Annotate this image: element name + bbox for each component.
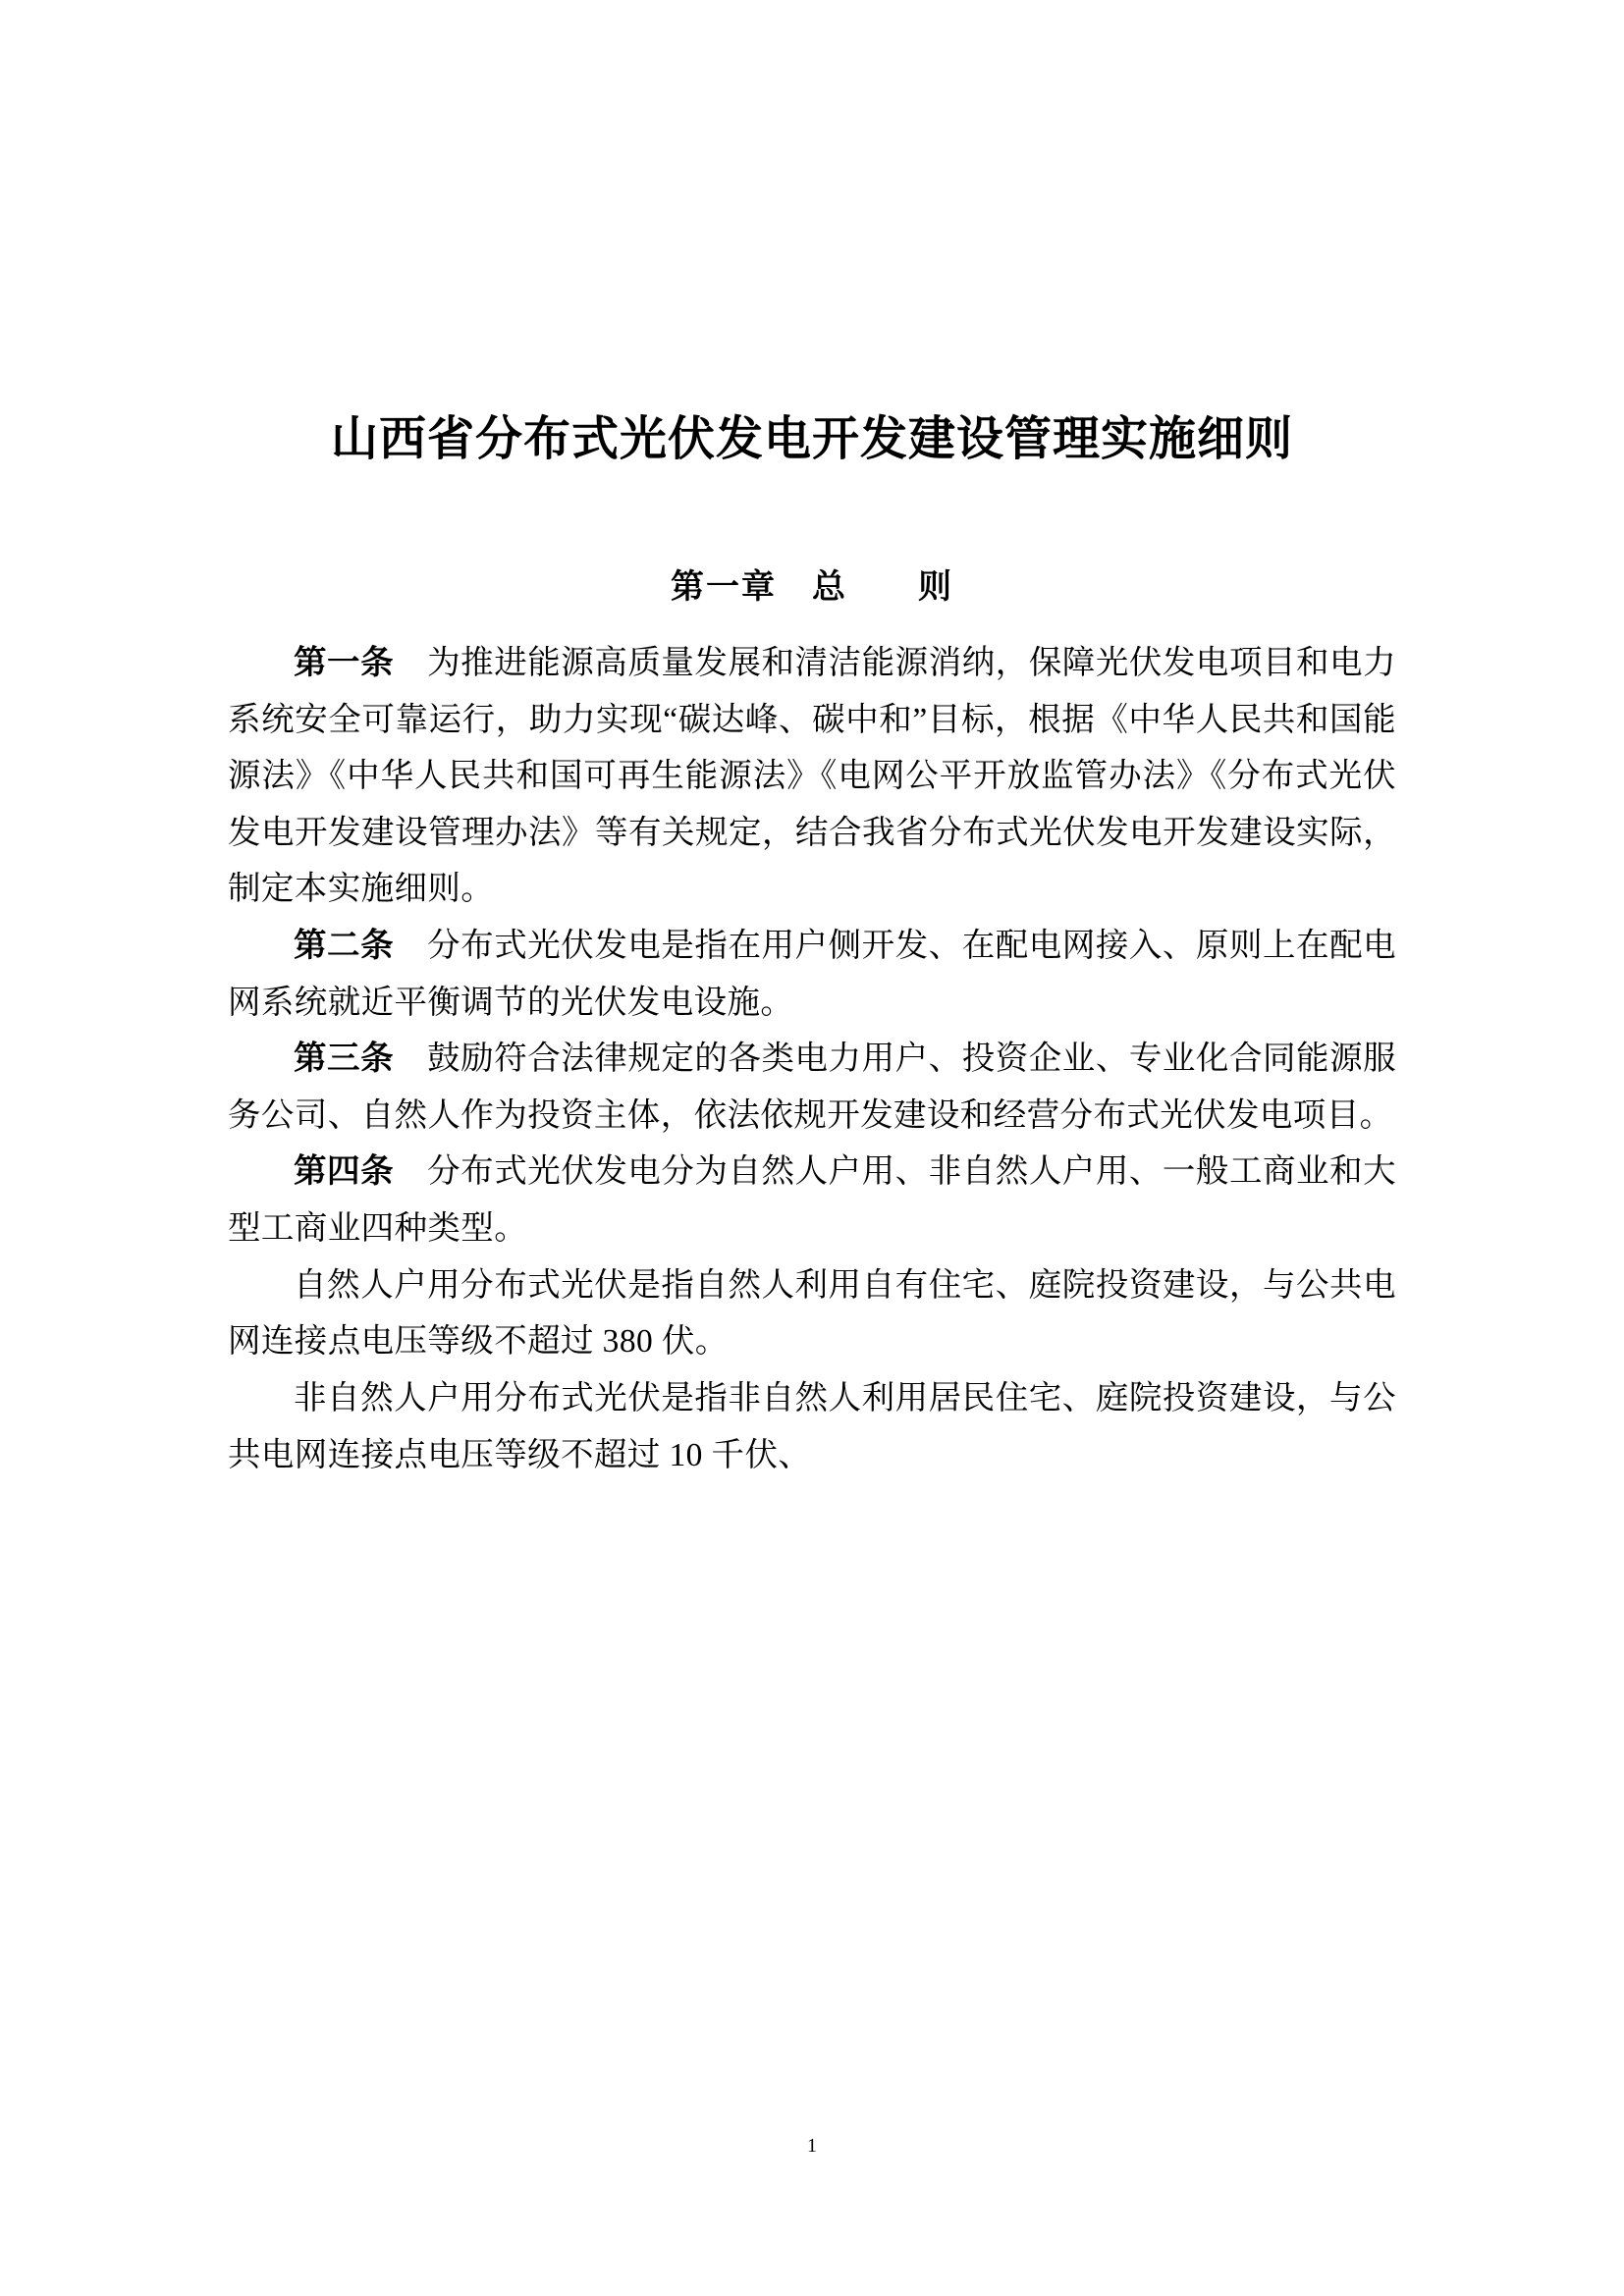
article-label-3: 第三条 xyxy=(294,1041,395,1078)
article-label-2: 第二条 xyxy=(294,928,395,965)
household-definition-text: 自然人户用分布式光伏是指自然人利用自有住宅、庭院投资建设，与公共电网连接点电压等级不超过 380 伏。 xyxy=(228,1266,1396,1361)
article-text-3: 鼓励符合法律规定的各类电力用户、投资企业、专业化合同能源服务公司、自然人作为投资主体，依法依规开发建设和经营分布式光伏发电项目。 xyxy=(228,1041,1397,1134)
paragraph-article-4 xyxy=(228,1144,1396,1256)
paragraph-article-2 xyxy=(228,918,1396,1031)
paragraph-article-1 xyxy=(228,635,1396,918)
paragraph-household-definition xyxy=(228,1257,1396,1370)
chapter-heading: 第一章 总 则 xyxy=(671,569,953,606)
page-number: 1 xyxy=(807,2135,817,2157)
page-title: 山西省分布式光伏发电开发建设管理实施细则 xyxy=(330,413,1293,465)
document-body xyxy=(228,608,1396,1483)
article-label-4: 第四条 xyxy=(294,1153,395,1191)
non-household-definition-text: 非自然人户用分布式光伏是指非自然人利用居民住宅、庭院投资建设，与公共电网连接点电压等级不超过 10 千伏、 xyxy=(228,1379,1396,1473)
paragraph-non-household-definition xyxy=(228,1370,1396,1483)
article-label-1: 第一条 xyxy=(294,645,395,681)
article-text-2: 分布式光伏发电是指在用户侧开发、在配电网接入、原则上在配电网系统就近平衡调节的光伏发电设施。 xyxy=(228,928,1397,1021)
paragraph-article-3 xyxy=(228,1031,1396,1144)
article-text-1: 为推进能源高质量发展和清洁能源消纳，保障光伏发电项目和电力系统安全可靠运行，助力实现“碳达峰、碳中和”目标，根据《中华人民共和国能源法》《中华人民共和国可再生能源法》《电网公平开放监管办法》《分布式光伏发电开发建设管理办法》等有关规定，结合我省分布式光伏发电开发建设实际，制定本实施细则。 xyxy=(228,645,1397,908)
article-text-4: 分布式光伏发电分为自然人户用、非自然人户用、一般工商业和大型工商业四种类型。 xyxy=(228,1153,1397,1248)
